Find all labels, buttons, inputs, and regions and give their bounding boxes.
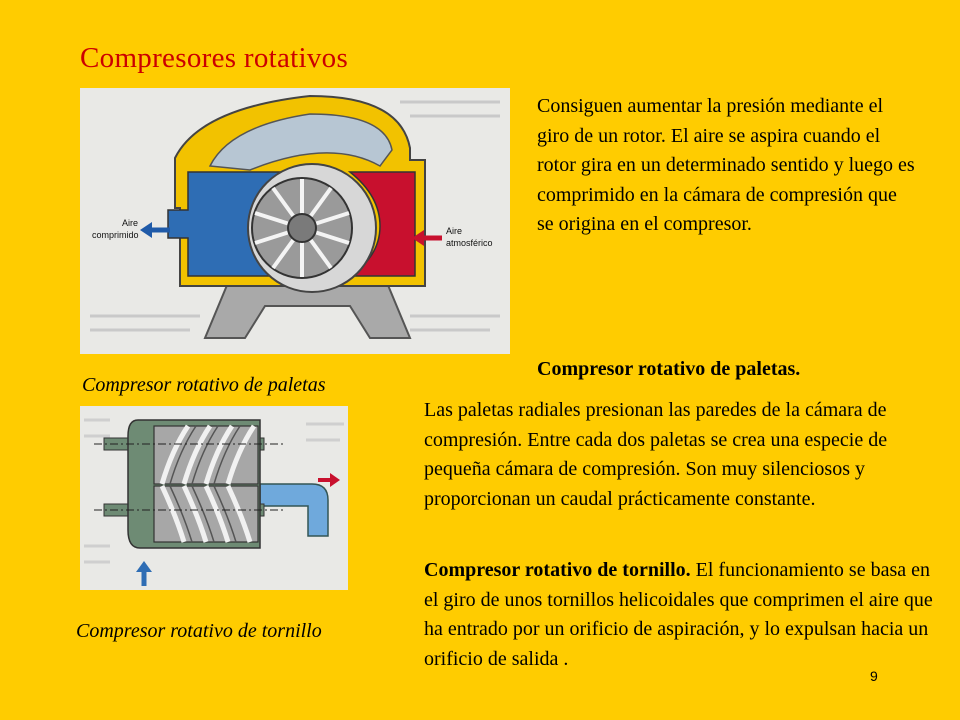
screw-compressor-figure (80, 406, 348, 590)
label-aire-comprimido-2: comprimido (92, 230, 139, 240)
screw-section-body: El funcionamiento se basa en el giro de unos tornillos helicoidales que comprimen el aire que ha entrado por un orificio de aspiración, y lo expulsan hacia un orificio de salida . (424, 559, 933, 670)
vane-compressor-figure (80, 88, 510, 354)
vane-section-body: Las paletas radiales presionan las paredes de la cámara de compresión. Entre cada dos paletas se crea una especie de pequeña cámara de compresión. Son muy silenciosos y proporcionan un caudal prácticamente constante. (424, 399, 888, 510)
vane-figure-caption: Compresor rotativo de paletas (82, 374, 326, 396)
screw-compressor-diagram-icon (80, 406, 348, 590)
screw-section-paragraph (424, 556, 944, 674)
vane-compressor-diagram-icon (80, 88, 510, 354)
intro-paragraph: Consiguen aumentar la presión mediante el giro de un rotor. El aire se aspira cuando el rotor gira en un determinado sentido y luego es comprimido en la cámara de compresión que se origina en el compresor. (537, 95, 915, 235)
label-aire-comprimido-1: Aire (122, 218, 139, 228)
label-aire-atmosferico-2: atmosférico (446, 238, 493, 248)
label-aire-atmosferico-1: Aire (446, 226, 463, 236)
vane-section-heading: Compresor rotativo de paletas. (537, 358, 801, 380)
screw-figure-caption: Compresor rotativo de tornillo (76, 620, 322, 642)
page-number: 9 (870, 668, 878, 684)
screw-section-heading: Compresor rotativo de tornillo. (424, 559, 691, 581)
page-title: Compresores rotativos (80, 42, 349, 74)
